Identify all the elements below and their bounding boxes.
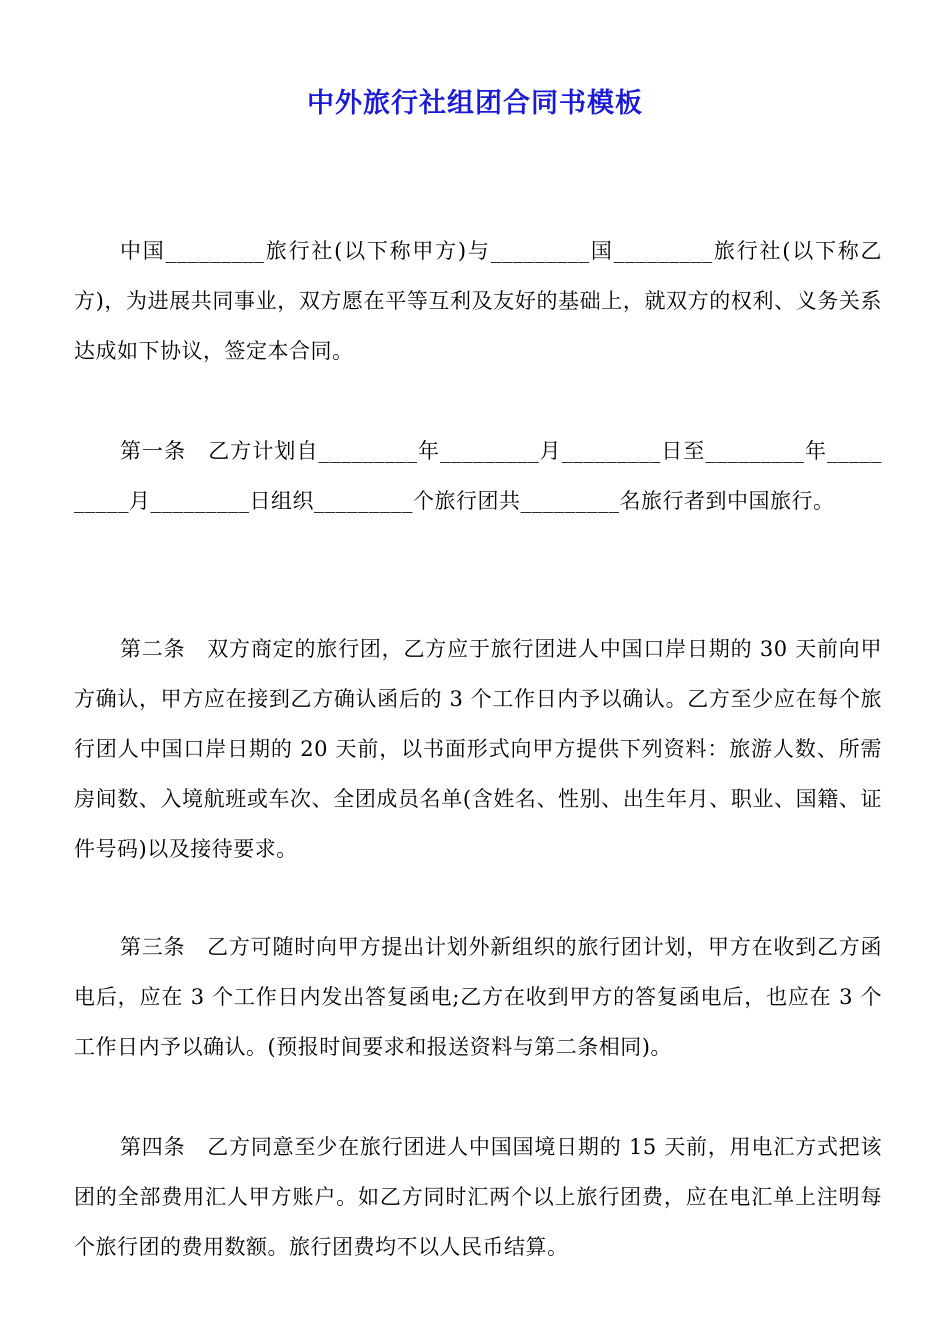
document-title: 中外旅行社组团合同书模板 bbox=[307, 88, 643, 119]
contract-article-2: 第二条 双方商定的旅行团，乙方应于旅行团进人中国口岸日期的 30 天前向甲方确认，甲方应在接到乙方确认函后的 3 个工作日内予以确认。乙方至少应在每个旅行团人中国口岸日期的 20 天前，以书面形式向甲方提供下列资料：旅游人数、所需房间数、入境航班或车次、全团成员名单(含姓名、性别、出生年月、职业、国籍、证件号码)以及接待要求。 bbox=[74, 637, 882, 861]
contract-article-1: 第一条 乙方计划自_________年_________月_________日至_________年__________月_________日组织_________个旅行团共_________名旅行者到中国旅行。 bbox=[74, 439, 882, 513]
contract-preamble: 中国_________旅行社(以下称甲方)与_________国_________旅行社(以下称乙方)，为进展共同事业，双方愿在平等互利及友好的基础上，就双方的权利、义务关系达成如下协议，签定本合同。 bbox=[74, 239, 882, 363]
contract-article-4: 第四条 乙方同意至少在旅行团进人中国国境日期的 15 天前，用电汇方式把该团的全部费用汇人甲方账户。如乙方同时汇两个以上旅行团费，应在电汇单上注明每个旅行团的费用数额。旅行团费均不以人民币结算。 bbox=[74, 1135, 882, 1259]
contract-article-3: 第三条 乙方可随时向甲方提出计划外新组织的旅行团计划，甲方在收到乙方函电后，应在 3 个工作日内发出答复函电;乙方在收到甲方的答复函电后，也应在 3 个工作日内予以确认。(预报时间要求和报送资料与第二条相同)。 bbox=[74, 935, 882, 1059]
